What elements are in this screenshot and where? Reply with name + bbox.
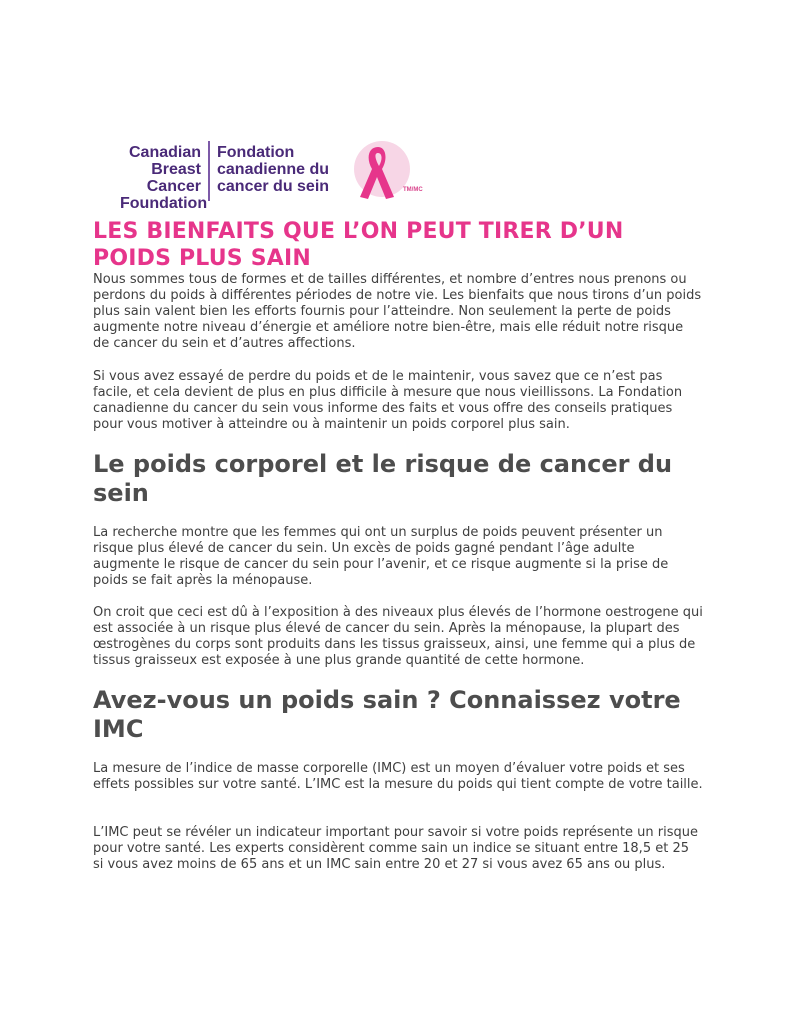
section-2-paragraph-2: L’IMC peut se révéler un indicateur important pour savoir si votre poids représente un risque pour votre santé. Les experts considèrent comme sain un indice se situant entre 18,5 et 25 si vous avez moins de 65 ans et un IMC sain entre 20 et 27 si vous avez 65 ans ou plus. (93, 825, 698, 872)
trademark-label: TM/MC (403, 187, 423, 193)
logo-en-line-2: Breast Cancer (146, 161, 201, 195)
logo-en-line-3: Foundation (120, 195, 208, 212)
section-2-paragraph-1: La mesure de l’indice de masse corporelle (IMC) est un moyen d’évaluer votre poids et ses effets possibles sur votre santé. L’IMC est la mesure du poids qui tient compte de votre taille. (93, 761, 703, 792)
logo-fr-line-2: canadienne du (217, 161, 330, 178)
foundation-logo (120, 139, 423, 212)
logo-french-name (217, 144, 347, 195)
intro-paragraph-2: Si vous avez essayé de perdre du poids et de le maintenir, vous savez que ce n’est pas facile, et cela devient de plus en plus difficile à mesure que nous vieillissons. La Fondation canadienne du cancer du sein vous informe des faits et vous offre des conseils pratiques pour vous motiver à atteindre ou à maintenir un poids corporel plus sain. (93, 369, 683, 432)
section-1-heading: Le poids corporel et le risque de cancer du sein (93, 450, 673, 507)
section-1-paragraph-2: On croit que ceci est dû à l’exposition à des niveaux plus élevés de l’hormone oestrogene qui est associée à un risque plus élevé de cancer du sein. Après la ménopause, la plupart des œstrogènes du corps sont produits dans les tissus graisseux, ainsi, une femme qui a plus de tissus graisseux est exposée à une plus grande quantité de cette hormone. (93, 605, 703, 668)
page-title: LES BIENFAITS QUE L’ON PEUT TIRER D’UN POIDS PLUS SAIN (93, 219, 624, 271)
intro-paragraph-1: Nous sommes tous de formes et de tailles différentes, et nombre d’entres nous prenons ou perdons du poids à différentes périodes de notre vie. Les bienfaits que nous tirons d’un poids plus sain valent bien les efforts fournis pour l’atteindre. Non seulement la perte de poids augmente notre niveau d’énergie et améliore notre bien-être, mais elle réduit notre risque de cancer du sein et d’autres affections. (93, 272, 702, 351)
pink-ribbon-icon (342, 139, 412, 203)
logo-en-line-1: Canadian (128, 144, 201, 161)
logo-fr-line-1: Fondation (217, 144, 295, 161)
section-2-heading: Avez-vous un poids sain ? Connaissez votre IMC (93, 686, 681, 743)
logo-divider (208, 141, 210, 201)
section-1-paragraph-1: La recherche montre que les femmes qui ont un surplus de poids peuvent présenter un risque plus élevé de cancer du sein. Un excès de poids gagné pendant l’âge adulte augmente le risque de cancer du sein pour l’avenir, et ce risque augmente si la prise de poids se fait après la ménopause. (93, 525, 669, 588)
logo-english-name (120, 144, 208, 212)
logo-fr-line-3: cancer du sein (217, 178, 330, 195)
